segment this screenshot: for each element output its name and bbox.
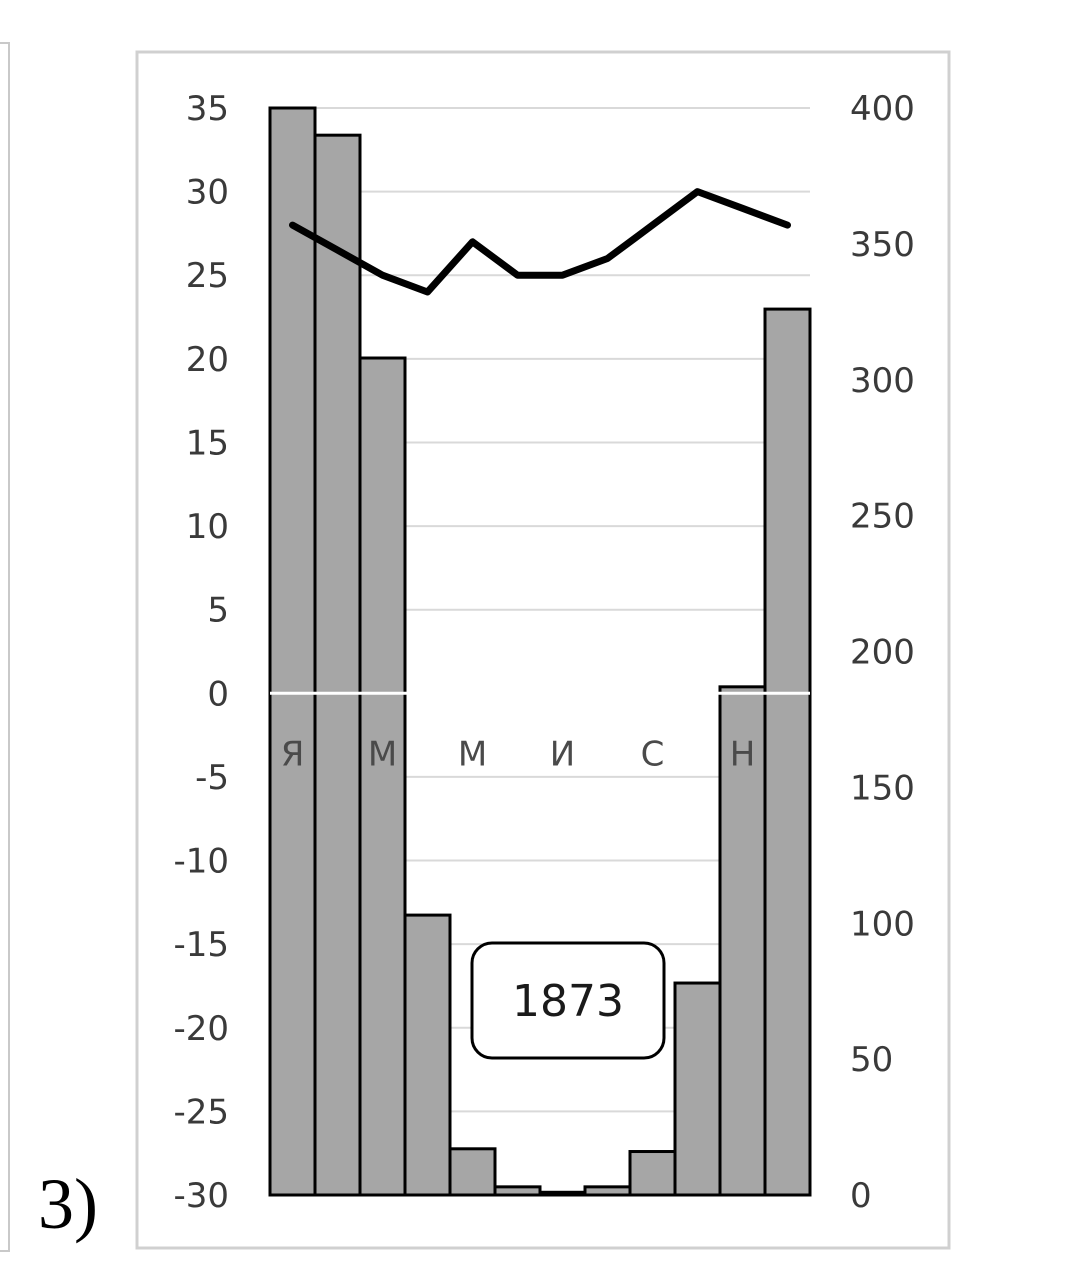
month-label: М [457,734,488,775]
precipitation-bar [450,1149,495,1195]
year-label-layer [472,943,664,1058]
precipitation-bar [315,135,360,1195]
precipitation-bar [360,358,405,1195]
precipitation-tick-label: 150 [850,768,915,809]
year-label: 1873 [512,976,624,1027]
precipitation-bar [675,983,720,1195]
temperature-tick-label: 15 [185,423,229,464]
precipitation-tick-label: 300 [850,360,915,401]
temperature-tick-label: 0 [207,674,229,715]
temperature-tick-label: 35 [185,89,229,129]
precipitation-tick-label: 200 [850,632,915,673]
temperature-tick-label: -15 [173,925,229,966]
temperature-tick-label: 30 [185,172,229,213]
month-label: И [549,734,576,775]
precipitation-bar [630,1152,675,1195]
month-label: М [367,734,398,775]
chart-frame [137,52,949,1248]
month-label: С [640,734,665,775]
temperature-tick-label: -10 [173,841,229,882]
month-label: Н [729,734,756,775]
precipitation-bar [405,915,450,1195]
temperature-tick-label: -30 [173,1176,229,1216]
temperature-tick-label: 25 [185,256,229,297]
temperature-tick-label: -25 [173,1092,229,1133]
precipitation-tick-label: 100 [850,904,915,945]
month-label: Я [280,734,305,775]
precipitation-tick-label: 400 [850,89,915,129]
precipitation-bar [270,108,315,1195]
precipitation-bar [765,309,810,1195]
precipitation-tick-label: 0 [850,1176,872,1216]
temperature-tick-label: -5 [195,757,229,798]
precipitation-tick-label: 350 [850,224,915,265]
temperature-tick-label: 5 [207,590,229,631]
temperature-tick-label: -20 [173,1008,229,1049]
answer-option-label: 3) [38,1164,98,1244]
precipitation-tick-label: 50 [850,1040,894,1081]
precipitation-tick-label: 250 [850,496,915,537]
temperature-tick-label: 20 [185,339,229,380]
temperature-tick-label: 10 [185,507,229,548]
